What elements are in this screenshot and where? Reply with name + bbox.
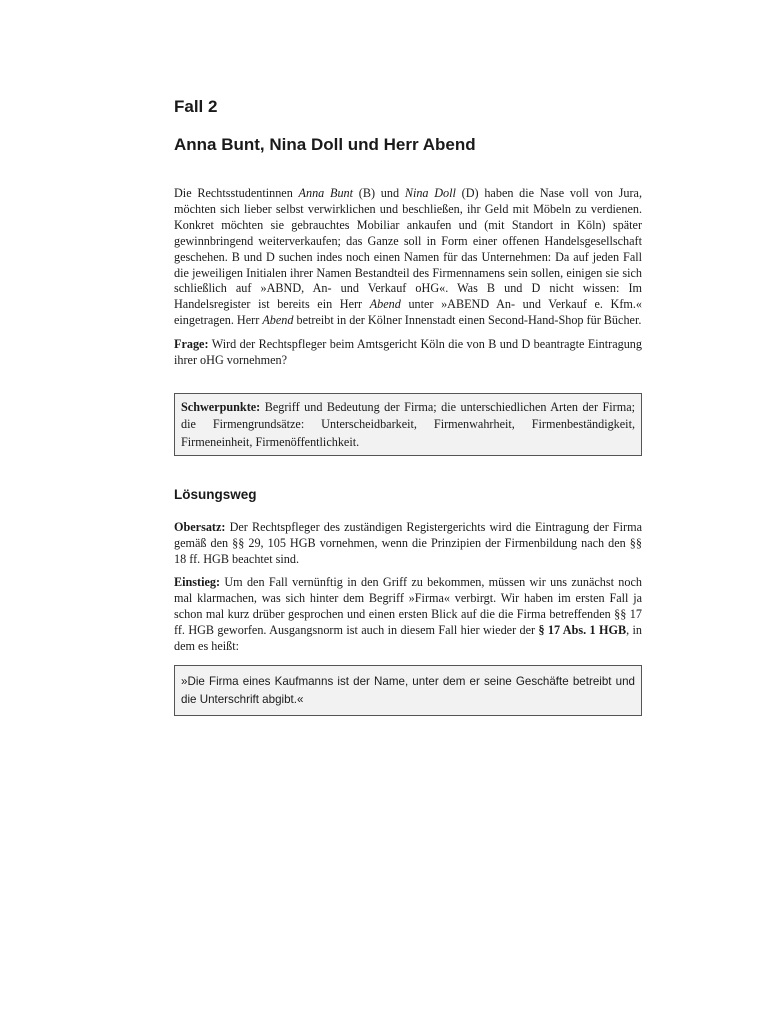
focus-box bbox=[174, 393, 642, 457]
name-abend: Abend bbox=[369, 297, 401, 312]
focus-label: Schwerpunkte: bbox=[181, 399, 261, 414]
obersatz-paragraph bbox=[174, 520, 642, 568]
name-nina: Nina Doll bbox=[404, 186, 456, 200]
case-text-part: (D) haben die Nase voll von Jura, möchten sich lieber selbst verwirklichen und beschließen, ihr Geld mit Möbeln zu verdienen. Konkret möchten sie gebrauchtes Mobiliar ankaufen und (mit Standort in Köln) später gewinnbringend weiterverkaufen; das Ganze soll in Form einer offenen Handelsgesellschaft geschehen. B und D suchen indes noch einen Namen für das Unternehmen: Da auf jeden Fall die jeweiligen Initialen ihrer Namen Bestandteil des Firmennamens sein sollen, einigen sie sich schließlich auf »ABND, An- und Verkauf oHG«. Was B und D nicht wissen: Im Handelsregister ist bereits ein Herr bbox=[174, 186, 643, 312]
einstieg-paragraph bbox=[174, 575, 642, 655]
einstieg-text: Um den Fall vernünftig in den Griff zu bekommen, müssen wir uns zunächst noch mal klarmachen, was sich hinter dem Begriff »Firma« verbirgt. Wir haben im ersten Fall ja schon mal kurz drüber gesprochen und einen ersten Blick auf die die Firma betreffenden §§ 17 ff. HGB geworfen. Ausgangsnorm ist auch in diesem Fall hier wieder der bbox=[174, 575, 642, 637]
einstieg-end: , in dem es heißt: bbox=[174, 622, 642, 653]
solution-heading: Lösungsweg bbox=[174, 487, 257, 503]
case-text-part: Die Rechtsstudentinnen bbox=[174, 186, 299, 200]
case-question bbox=[174, 337, 642, 369]
name-anna: Anna Bunt bbox=[298, 186, 354, 200]
case-text-part: (B) und bbox=[353, 186, 405, 200]
name-abend: Abend bbox=[262, 313, 294, 328]
obersatz-text: Der Rechtspfleger des zuständigen Registergerichts wird die Eintragung der Firma gemäß den §§ 29, 105 HGB vornehmen, wenn die Prinzipien der Firmenbildung nach den §§ 18 ff. HGB beachtet sind. bbox=[174, 520, 642, 567]
focus-content: Begriff und Bedeutung der Firma; die unterschiedlichen Arten der Firma; die Firmengrundsätze: Unterscheidbarkeit, Firmenwahrheit, Firmenbeständigkeit, Firmeneinheit, Firmenöffentlichkeit. bbox=[181, 399, 635, 449]
case-title: Anna Bunt, Nina Doll und Herr Abend bbox=[174, 135, 476, 154]
case-text-part: unter »ABEND An- und Verkauf e. Kfm.« eingetragen. Herr bbox=[174, 297, 643, 328]
case-number: Fall 2 bbox=[174, 97, 218, 116]
case-description bbox=[174, 186, 642, 329]
focus-text bbox=[181, 399, 635, 452]
quote-box bbox=[174, 665, 642, 716]
einstieg-norm: § 17 Abs. 1 HGB bbox=[538, 622, 627, 637]
statute-quote: »Die Firma eines Kaufmanns ist der Name, unter dem er seine Geschäfte betreibt und die Unterschrift abgibt.« bbox=[181, 674, 635, 706]
document-page bbox=[174, 96, 642, 716]
question-label: Frage: bbox=[174, 337, 209, 352]
einstieg-label: Einstieg: bbox=[174, 575, 221, 590]
obersatz-label: Obersatz: bbox=[174, 520, 226, 535]
question-text: Wird der Rechtspfleger beim Amtsgericht Köln die von B und D beantragte Eintragung ihrer oHG vornehmen? bbox=[174, 337, 642, 368]
case-text-part: betreibt in der Kölner Innenstadt einen Second-Hand-Shop für Bücher. bbox=[293, 313, 642, 328]
